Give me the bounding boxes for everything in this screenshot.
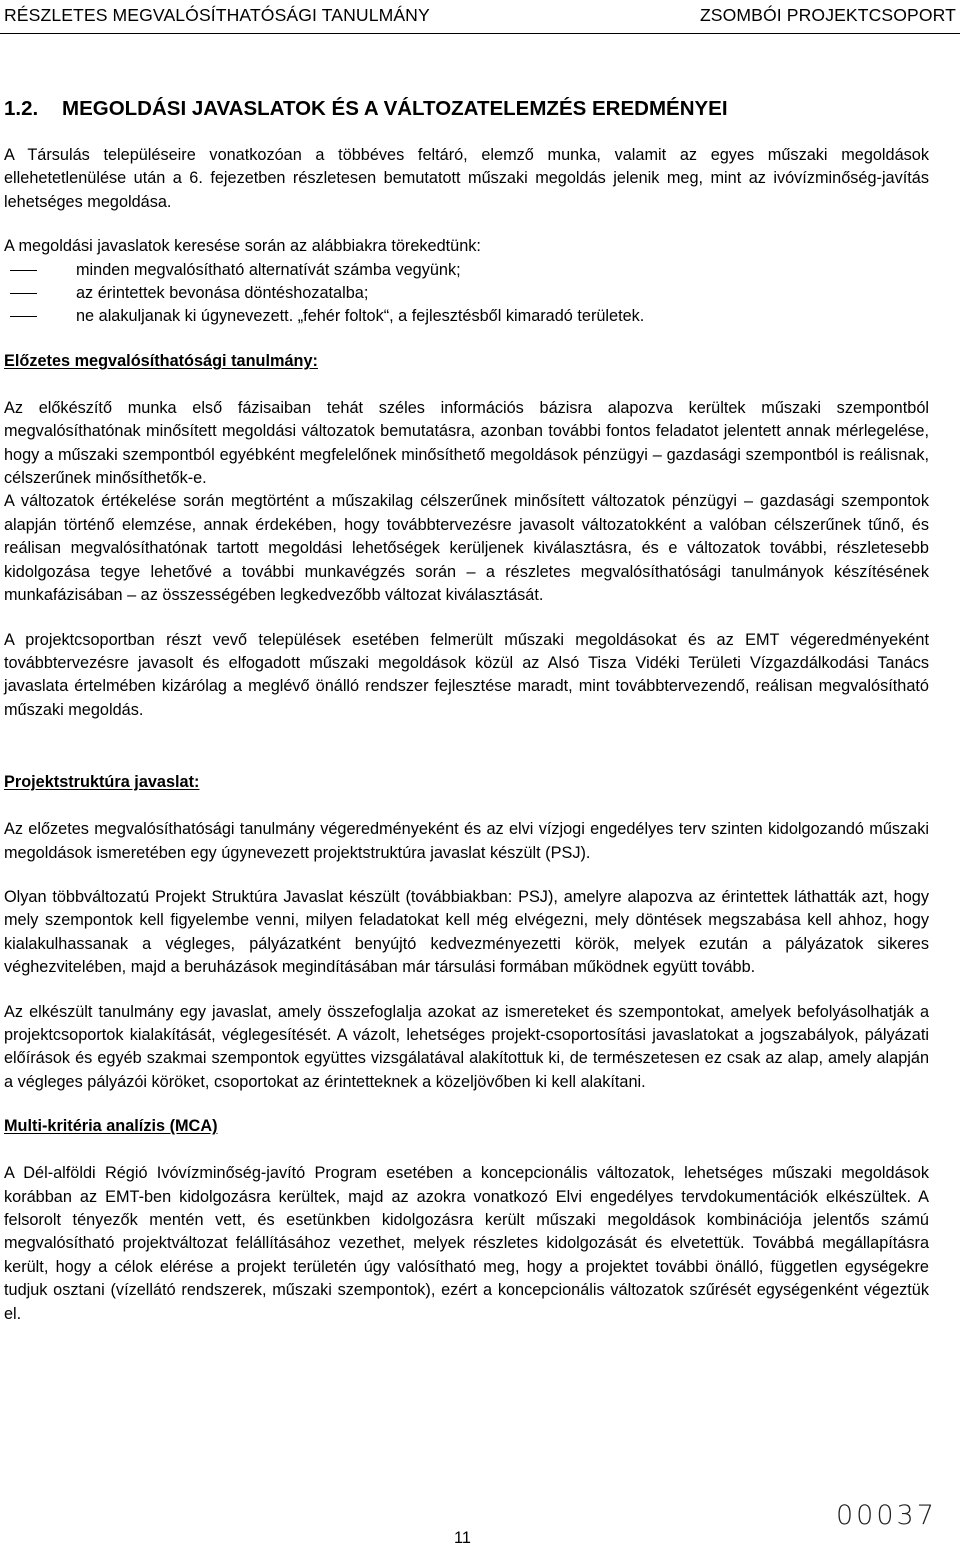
list-item: ne alakuljanak ki úgynevezett. „fehér foltok“, a fejlesztésből kimaradó területek.	[4, 305, 929, 328]
section-title: MEGOLDÁSI JAVASLATOK ÉS A VÁLTOZATELEMZÉS EREDMÉNYEI	[62, 97, 728, 120]
list-item: minden megvalósítható alternatívát számba vegyünk;	[4, 259, 929, 282]
section-heading	[4, 96, 929, 122]
mca-heading: Multi-kritéria analízis (MCA)	[4, 1117, 218, 1136]
dash-bullet	[10, 293, 37, 294]
page-number: 11	[454, 1529, 471, 1547]
prelim-heading: Előzetes megvalósíthatósági tanulmány:	[4, 351, 318, 370]
header-document-title: RÉSZLETES MEGVALÓSÍTHATÓSÁGI TANULMÁNY	[4, 5, 430, 25]
document-body	[4, 96, 929, 1326]
header-group-name: ZSOMBÓI PROJEKTCSOPORT	[699, 5, 956, 25]
search-lead-paragraph: A megoldási javaslatok keresése során az alábbiakra törekedtünk:	[4, 237, 481, 256]
header-divider	[0, 33, 960, 34]
psj-paragraph-1: Az előzetes megvalósíthatósági tanulmány végeredményeként és az elvi vízjogi engedélyes terv szinten kidolgozandó műszaki megoldások ismeretében egy úgynevezett projektstruktúra javaslat készült (PSJ).	[4, 820, 929, 862]
dash-bullet	[10, 316, 37, 317]
psj-heading: Projektstruktúra javaslat:	[4, 773, 200, 792]
psj-paragraph-3: Az elkészült tanulmány egy javaslat, amely összefoglalja azokat az ismereteket és szempontokat, amelyek befolyásolhatják a projektcsoportok kialakítását, véglegesítését. A vázolt, lehetséges projekt-csoportosítási javaslatokat a jogszabályok, pályázati előírások és egyéb szakmai szempontok együttes vizsgálatával alakítottuk ki, de természetesen ez csak az alap, amely alapján a végleges pályázói köröket, csoportokat az érintetteknek a közeljövőben ki kell alakítani.	[4, 1002, 929, 1091]
intro-paragraph: A Társulás településeire vonatkozóan a többéves feltáró, elemző munka, valamit az egyes műszaki megoldások ellehetetlenülése után a 6. fejezetben részletesen bemutatott műszaki megoldás jelenik meg, mint az ivóvízminőség-javítás lehetséges megoldása.	[4, 146, 929, 211]
list-item: az érintettek bevonása döntéshozatalba;	[4, 282, 929, 305]
goals-list	[4, 259, 929, 329]
prelim-paragraph-2: A változatok értékelése során megtörtént a műszakilag célszerűnek minősített változatok pénzügyi – gazdasági szempontok alapján történő elemzése, annak érdekében, hogy továbbtervezésre javasolt változatokként a valóban célszerűnek tűnő, és reálisan megvalósíthatónak tartott megoldási lehetőségek kerüljenek kiválasztásra, és e változatok további, részletesebb kidolgozása tegye lehetővé a további munkavégzés során – a részletes megvalósíthatósági tanulmányok készítésének munkafázisában – az összességében legkedvezőbb változat kiválasztását.	[4, 492, 929, 605]
document-stamp-number: 00037	[836, 1500, 937, 1531]
prelim-paragraph-3: A projektcsoportban részt vevő települések esetében felmerült műszaki megoldásokat és az EMT végeredményeként továbbtervezésre javasolt és elfogadott műszaki megoldások közül az Alsó Tisza Vidéki Területi Vízgazdálkodási Tanács javaslata értelmében kizárólag a meglévő önálló rendszer fejlesztése maradt, mint továbbtervezendő, reálisan megvalósítható műszaki megoldás.	[4, 630, 929, 719]
prelim-paragraph-1: Az előkészítő munka első fázisaiban tehát széles információs bázisra alapozva kerültek műszaki szempontból megvalósíthatónak minősített megoldási változatok bemutatásra, azonban további fontos feladatot jelentett annak mérlegelése, hogy a műszaki szempontból egyébként megfelelőnek minősíthető megoldások pénzügyi – gazdasági szempontból is reálisnak, célszerűnek minősíthetők-e.	[4, 398, 929, 488]
mca-paragraph: A Dél-alföldi Régió Ivóvízminőség-javító Program esetében a koncepcionális változatok, lehetséges műszaki megoldások korábban az EMT-ben kidolgozásra kerültek, majd az azokra vonatkozó Elvi engedélyes tervdokumentációk elkészültek. A felsorolt tényezők mentén vett, és esetünkben kidolgozásra került műszaki megoldások kombinációja jelentős számú megvalósítható projektváltozat felállításához vezethet, melyek részletes kidolgozását és elvetettük. Továbbá megállapításra került, hogy a célok elérése a projekt területén úgy valósítható meg, hogy a projektet további önálló, független egységekre tudjuk osztani (vízellátó rendszerek, műszaki szempontok), ezért a koncepcionális változatok szűrését egységenként végeztük el.	[4, 1164, 929, 1323]
section-number: 1.2.	[4, 97, 39, 120]
psj-paragraph-2: Olyan többváltozatú Projekt Struktúra Javaslat készült (továbbiakban: PSJ), amelyre alapozva az érintettek láthatták azt, hogy mely szempontok kell figyelembe venni, milyen feladatokat kell még elvégezni, mely döntések megszabása kell ahhoz, hogy kialakulhassanak a végleges, pályázatként benyújtó kedvezményezetti körök, melyek ezután a pályázatok sikeres véghezvitelében, majd a beruházások megindításában már társulási formában működnek együtt tovább.	[4, 887, 929, 977]
dash-bullet	[10, 270, 37, 271]
running-header	[4, 4, 956, 26]
